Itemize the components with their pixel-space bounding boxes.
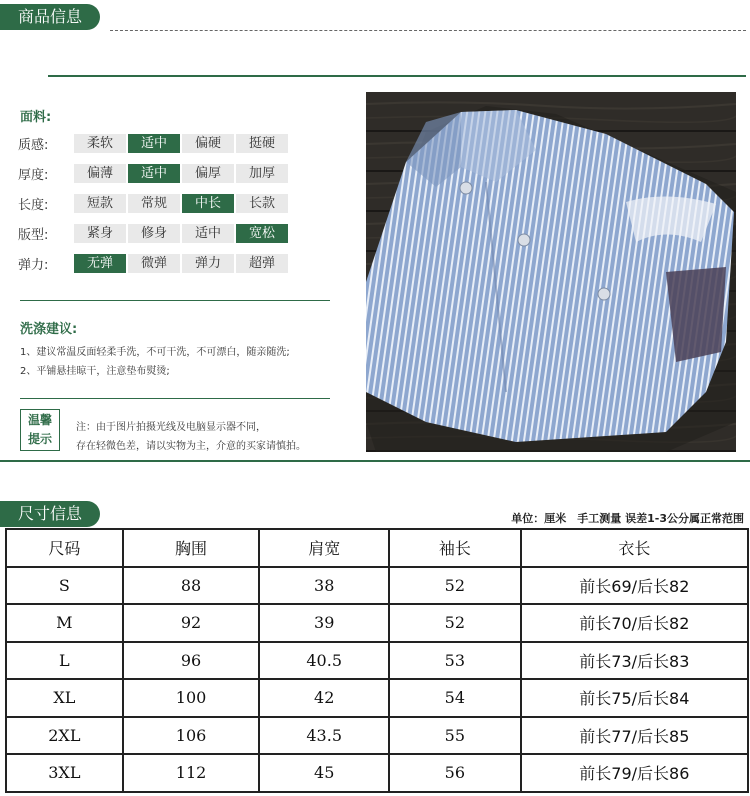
header-dotted-line xyxy=(110,30,746,31)
cell-shoulder: 38 xyxy=(259,567,389,605)
cell-length: 前长73/后长83 xyxy=(521,642,748,680)
table-row xyxy=(6,567,748,605)
option: 紧身 xyxy=(74,224,126,243)
cell-length: 前长77/后长85 xyxy=(521,717,748,755)
cell-size: L xyxy=(6,642,123,680)
fabric-divider xyxy=(20,300,330,301)
cell-chest: 88 xyxy=(123,567,260,605)
cell-sleeve: 56 xyxy=(389,754,521,792)
cell-size: XL xyxy=(6,679,123,717)
wash-line-1: 1、建议常温反面轻柔手洗，不可干洗，不可漂白，随亲随洗; xyxy=(20,347,290,358)
prop-name: 质感: xyxy=(18,137,49,153)
table-row xyxy=(6,679,748,717)
cell-length: 前长79/后长86 xyxy=(521,754,748,792)
cell-shoulder: 43.5 xyxy=(259,717,389,755)
wash-line-2: 2、平铺悬挂晾干，注意垫布熨烫; xyxy=(20,366,170,377)
option-selected: 适中 xyxy=(128,164,180,183)
option: 微弹 xyxy=(128,254,180,273)
cell-chest: 92 xyxy=(123,604,260,642)
option-selected: 无弹 xyxy=(74,254,126,273)
header-cell: 衣长 xyxy=(521,529,748,567)
cell-chest: 106 xyxy=(123,717,260,755)
option: 适中 xyxy=(182,224,234,243)
header-cell: 袖长 xyxy=(389,529,521,567)
wash-title: 洗涤建议: xyxy=(20,322,78,337)
prop-name: 版型: xyxy=(18,227,49,243)
cell-chest: 112 xyxy=(123,754,260,792)
cell-chest: 96 xyxy=(123,642,260,680)
cell-chest: 100 xyxy=(123,679,260,717)
cell-shoulder: 39 xyxy=(259,604,389,642)
option-selected: 宽松 xyxy=(236,224,288,243)
option: 长款 xyxy=(236,194,288,213)
tip-label-1: 温馨 xyxy=(27,413,52,427)
size-info-tab xyxy=(0,501,100,527)
tip-line-1: 注：由于图片拍摄光线及电脑显示器不同， xyxy=(76,422,266,433)
product-photo xyxy=(366,92,736,452)
unit-note: 单位：厘米 手工测量 误差1-3公分属正常范围 xyxy=(511,512,744,525)
tip-line-2: 存在轻微色差，请以实物为主，介意的买家请慎拍。 xyxy=(76,441,306,452)
prop-row-fit xyxy=(18,223,290,243)
option: 柔软 xyxy=(74,134,126,153)
prop-row-texture xyxy=(18,133,290,153)
cell-shoulder: 40.5 xyxy=(259,642,389,680)
cell-length: 前长75/后长84 xyxy=(521,679,748,717)
size-table-header xyxy=(6,529,748,567)
table-row xyxy=(6,717,748,755)
option-selected: 适中 xyxy=(128,134,180,153)
header-green-line xyxy=(48,75,746,77)
cell-sleeve: 53 xyxy=(389,642,521,680)
size-info-title: 尺寸信息 xyxy=(18,504,83,523)
cell-sleeve: 55 xyxy=(389,717,521,755)
table-row xyxy=(6,642,748,680)
option: 偏厚 xyxy=(182,164,234,183)
tip-badge xyxy=(20,409,60,451)
option: 常规 xyxy=(128,194,180,213)
product-info-title: 商品信息 xyxy=(18,7,83,26)
option-selected: 中长 xyxy=(182,194,234,213)
option: 修身 xyxy=(128,224,180,243)
cell-shoulder: 42 xyxy=(259,679,389,717)
table-row xyxy=(6,754,748,792)
cell-size: 2XL xyxy=(6,717,123,755)
option: 加厚 xyxy=(236,164,288,183)
option: 超弹 xyxy=(236,254,288,273)
prop-name: 弹力: xyxy=(18,257,49,273)
cell-size: 3XL xyxy=(6,754,123,792)
cell-length: 前长70/后长82 xyxy=(521,604,748,642)
option: 弹力 xyxy=(182,254,234,273)
product-info-tab xyxy=(0,4,100,30)
cell-shoulder: 45 xyxy=(259,754,389,792)
cell-size: M xyxy=(6,604,123,642)
cell-sleeve: 52 xyxy=(389,604,521,642)
cell-sleeve: 54 xyxy=(389,679,521,717)
prop-row-thickness xyxy=(18,163,290,183)
table-row xyxy=(6,604,748,642)
prop-row-length xyxy=(18,193,290,213)
size-table xyxy=(5,528,749,793)
prop-name: 厚度: xyxy=(18,167,49,183)
tip-label-2: 提示 xyxy=(27,432,52,446)
wash-divider xyxy=(20,398,330,399)
option: 挺硬 xyxy=(236,134,288,153)
cell-sleeve: 52 xyxy=(389,567,521,605)
shirt-illustration xyxy=(366,92,736,452)
prop-row-elasticity xyxy=(18,253,290,273)
option: 偏薄 xyxy=(74,164,126,183)
header-cell: 胸围 xyxy=(123,529,260,567)
fabric-label: 面料: xyxy=(20,110,52,125)
option: 短款 xyxy=(74,194,126,213)
header-cell: 肩宽 xyxy=(259,529,389,567)
cell-size: S xyxy=(6,567,123,605)
prop-name: 长度: xyxy=(18,197,49,213)
cell-length: 前长69/后长82 xyxy=(521,567,748,605)
info-bottom-line xyxy=(0,460,750,462)
option: 偏硬 xyxy=(182,134,234,153)
header-cell: 尺码 xyxy=(6,529,123,567)
